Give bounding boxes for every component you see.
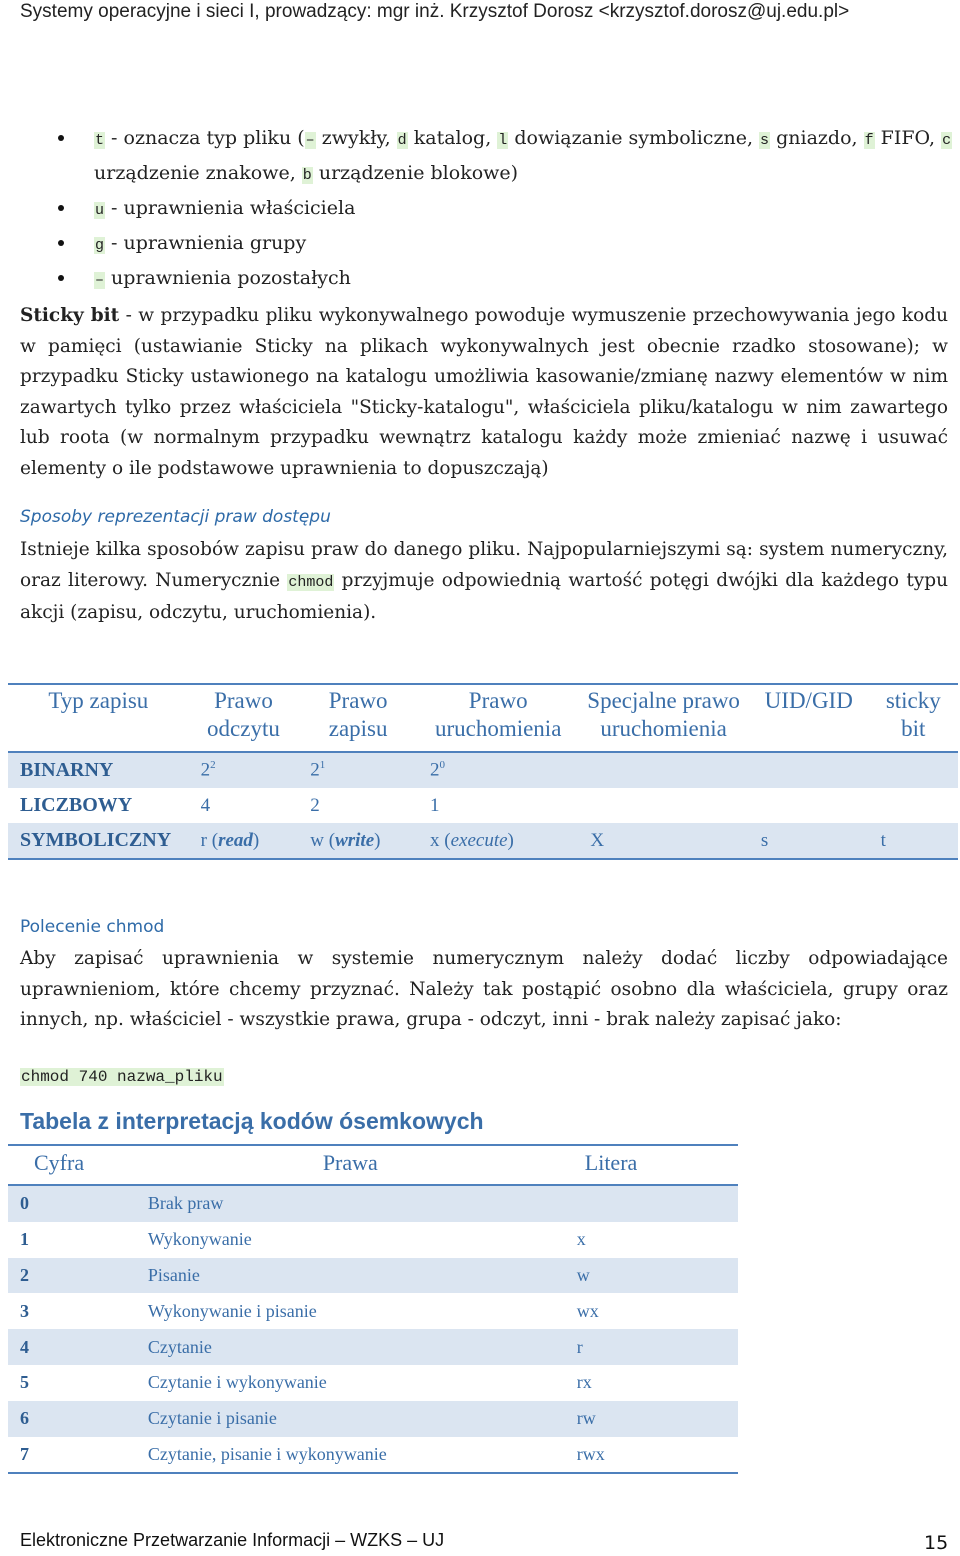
code-snippet: s — [760, 132, 770, 149]
column-header: Prawo zapisu — [328, 688, 388, 741]
chmod-command-example — [20, 1066, 224, 1086]
code-snippet: chmod — [288, 573, 334, 591]
table-cell: w (write) — [298, 823, 418, 859]
table-cell: Pisanie — [136, 1258, 565, 1294]
table-cell: 1 — [20, 1229, 29, 1250]
table-cell: 4 — [8, 1329, 136, 1365]
table-cell: 0 — [8, 1185, 136, 1222]
table-cell: wx — [576, 1300, 599, 1321]
table-cell: rw — [565, 1401, 738, 1437]
table-cell: Czytanie i pisanie — [136, 1401, 565, 1437]
code-snippet: l — [498, 132, 508, 149]
table-cell — [578, 752, 749, 788]
bullet-icon — [58, 205, 64, 211]
table-cell — [565, 1185, 738, 1222]
table-cell: rx — [576, 1372, 592, 1393]
bullet-icon — [58, 135, 64, 141]
octal-codes-table — [8, 1144, 738, 1474]
table-cell: t — [869, 823, 958, 859]
list-item — [58, 227, 958, 262]
chmod-paragraph: Aby zapisać uprawnienia w systemie numerycznym należy dodać liczby odpowiadające uprawnieniom, które chcemy przyznać. Należy tak postąpić osobno dla właściciela, grupy oraz innych, np. właściciel - wszystkie prawa, grupa - odczyt, inni - brak należy zapisać jako: — [20, 948, 948, 1030]
table-row — [8, 788, 958, 823]
sticky-bit-description: - w przypadku pliku wykonywalnego powoduje wymuszenie przechowywania jego kodu w pamięci (ustawianie Sticky na plikach wykonywalnych jest obecnie rzadko stosowane); w przypadku Sticky ustawionego na katalogu umożliwia kasowanie/zmianę nazwy elementów w nim zawartych tylko przez właściciela "Sticky-katalogu", właściciela pliku/katalogu w nim zawartego lub roota (w normalnym przypadku wewnątrz katalogu każdy może zmieniać nazwę i usuwać elementy o ile podstawowe uprawnienia to dopuszczają) — [20, 305, 949, 479]
table-header-row — [8, 684, 958, 752]
list-text: - uprawnienia grupy — [105, 232, 307, 254]
table-cell: 4 — [200, 794, 211, 816]
column-header: Cyfra — [34, 1150, 85, 1175]
list-item — [58, 192, 958, 227]
code-snippet: – — [305, 132, 315, 149]
table-cell: rwx — [576, 1443, 605, 1464]
table-row — [8, 752, 958, 788]
code-snippet: c — [942, 132, 952, 149]
table-cell: x (execute) — [418, 823, 578, 859]
code-snippet: g — [95, 237, 105, 254]
table-cell: Wykonywanie i pisanie — [147, 1300, 317, 1321]
column-header: Prawa — [322, 1150, 378, 1175]
table-cell: r — [565, 1329, 738, 1365]
section-title-representation: Sposoby reprezentacji praw dostępu — [20, 507, 331, 527]
table-cell: w — [565, 1258, 738, 1294]
page-number: 15 — [924, 1532, 949, 1554]
table-row — [8, 1365, 738, 1401]
table-cell: $2^0$ — [418, 752, 578, 788]
octal-table-title: Tabela z interpretacją kodów ósemkowych — [20, 1108, 484, 1134]
column-header: sticky bit — [885, 688, 941, 741]
table-cell: x — [576, 1229, 586, 1250]
table-cell: $2^1$ — [298, 752, 418, 788]
table-cell: $2^2$ — [189, 752, 299, 788]
paragraph-text: Istnieje kilka sposobów zapisu praw do danego pliku. Najpopularniejszymi są: system numeryczny, oraz literowy. Numerycznie — [20, 539, 948, 591]
table-cell: s — [749, 823, 869, 859]
page-header: Systemy operacyjne i sieci I, prowadzący: mgr inż. Krzysztof Dorosz <krzysztof.dorosz@uj.edu.pl> — [20, 1, 850, 22]
table-row — [8, 823, 958, 859]
paragraph-text: przyjmuje odpowiednią wartość potęgi dwójki dla każdego typu akcji (zapisu, odczytu, uruchomienia). — [20, 569, 948, 623]
table-cell — [749, 788, 869, 823]
sticky-bit-paragraph — [20, 301, 948, 484]
table-cell: 1 — [430, 794, 440, 816]
list-item — [58, 122, 958, 192]
table-row — [8, 1222, 738, 1258]
sticky-bit-term: Sticky bit — [20, 305, 120, 326]
table-cell: X — [578, 823, 749, 859]
column-header: Litera — [584, 1150, 638, 1175]
table-cell: 2 — [310, 794, 320, 816]
code-snippet: d — [397, 132, 407, 149]
column-header: Prawo odczytu — [207, 688, 280, 741]
list-text: katalog, — [407, 127, 498, 149]
permissions-table — [8, 683, 958, 860]
file-type-bullet-list — [58, 122, 958, 297]
table-cell: 2 — [8, 1258, 136, 1294]
list-text: urządzenie blokowe) — [312, 162, 519, 184]
table-cell: r (read) — [189, 823, 299, 859]
table-cell: 6 — [8, 1401, 136, 1437]
table-cell — [578, 788, 749, 823]
list-text: dowiązanie symboliczne, — [508, 127, 760, 149]
table-cell: Czytanie, pisanie i wykonywanie — [147, 1443, 387, 1464]
list-text: uprawnienia pozostałych — [105, 267, 351, 289]
table-row — [8, 1185, 738, 1222]
table-cell — [869, 788, 958, 823]
column-header: Prawo uruchomienia — [434, 688, 562, 741]
code-snippet: t — [95, 132, 105, 149]
list-text: zwykły, — [315, 127, 397, 149]
table-header-row — [8, 1145, 738, 1185]
row-label: SYMBOLICZNY — [8, 823, 189, 859]
code-snippet: chmod 740 nazwa_pliku — [21, 1068, 223, 1086]
column-header: Specjalne prawo uruchomienia — [587, 688, 740, 741]
table-row — [8, 1329, 738, 1365]
octal-table-body — [8, 1185, 738, 1473]
table-cell: Wykonywanie — [147, 1229, 252, 1250]
list-text: gniazdo, — [770, 127, 864, 149]
list-item — [58, 262, 958, 297]
list-text: urządzenie znakowe, — [94, 162, 302, 184]
code-snippet: – — [95, 272, 105, 289]
table-row — [8, 1437, 738, 1474]
list-text: - uprawnienia właściciela — [105, 197, 356, 219]
table-cell: Czytanie i wykonywanie — [147, 1372, 327, 1393]
code-snippet: u — [95, 202, 105, 219]
bullet-icon — [58, 240, 64, 246]
code-snippet: b — [302, 167, 312, 184]
section-title-chmod: Polecenie chmod — [20, 917, 165, 937]
column-header: Typ zapisu — [48, 688, 149, 713]
table-row — [8, 1401, 738, 1437]
table-cell: Czytanie — [136, 1329, 565, 1365]
bullet-icon — [58, 275, 64, 281]
column-header: UID/GID — [764, 688, 853, 713]
table-cell: Brak praw — [136, 1185, 565, 1222]
list-text: FIFO, — [874, 127, 942, 149]
code-snippet: f — [864, 132, 874, 149]
table-row — [8, 1258, 738, 1294]
table-cell — [749, 752, 869, 788]
table-row — [8, 1293, 738, 1329]
representation-paragraph — [20, 535, 948, 629]
table-cell: 7 — [20, 1443, 29, 1464]
table-cell — [869, 752, 958, 788]
footer-text: Elektroniczne Przetwarzanie Informacji – WZKS – UJ — [20, 1530, 445, 1550]
table-cell: 3 — [20, 1300, 29, 1321]
table-cell: 5 — [20, 1372, 29, 1393]
row-label: LICZBOWY — [20, 794, 133, 816]
list-text: - oznacza typ pliku ( — [105, 127, 305, 149]
row-label: BINARNY — [8, 752, 189, 788]
